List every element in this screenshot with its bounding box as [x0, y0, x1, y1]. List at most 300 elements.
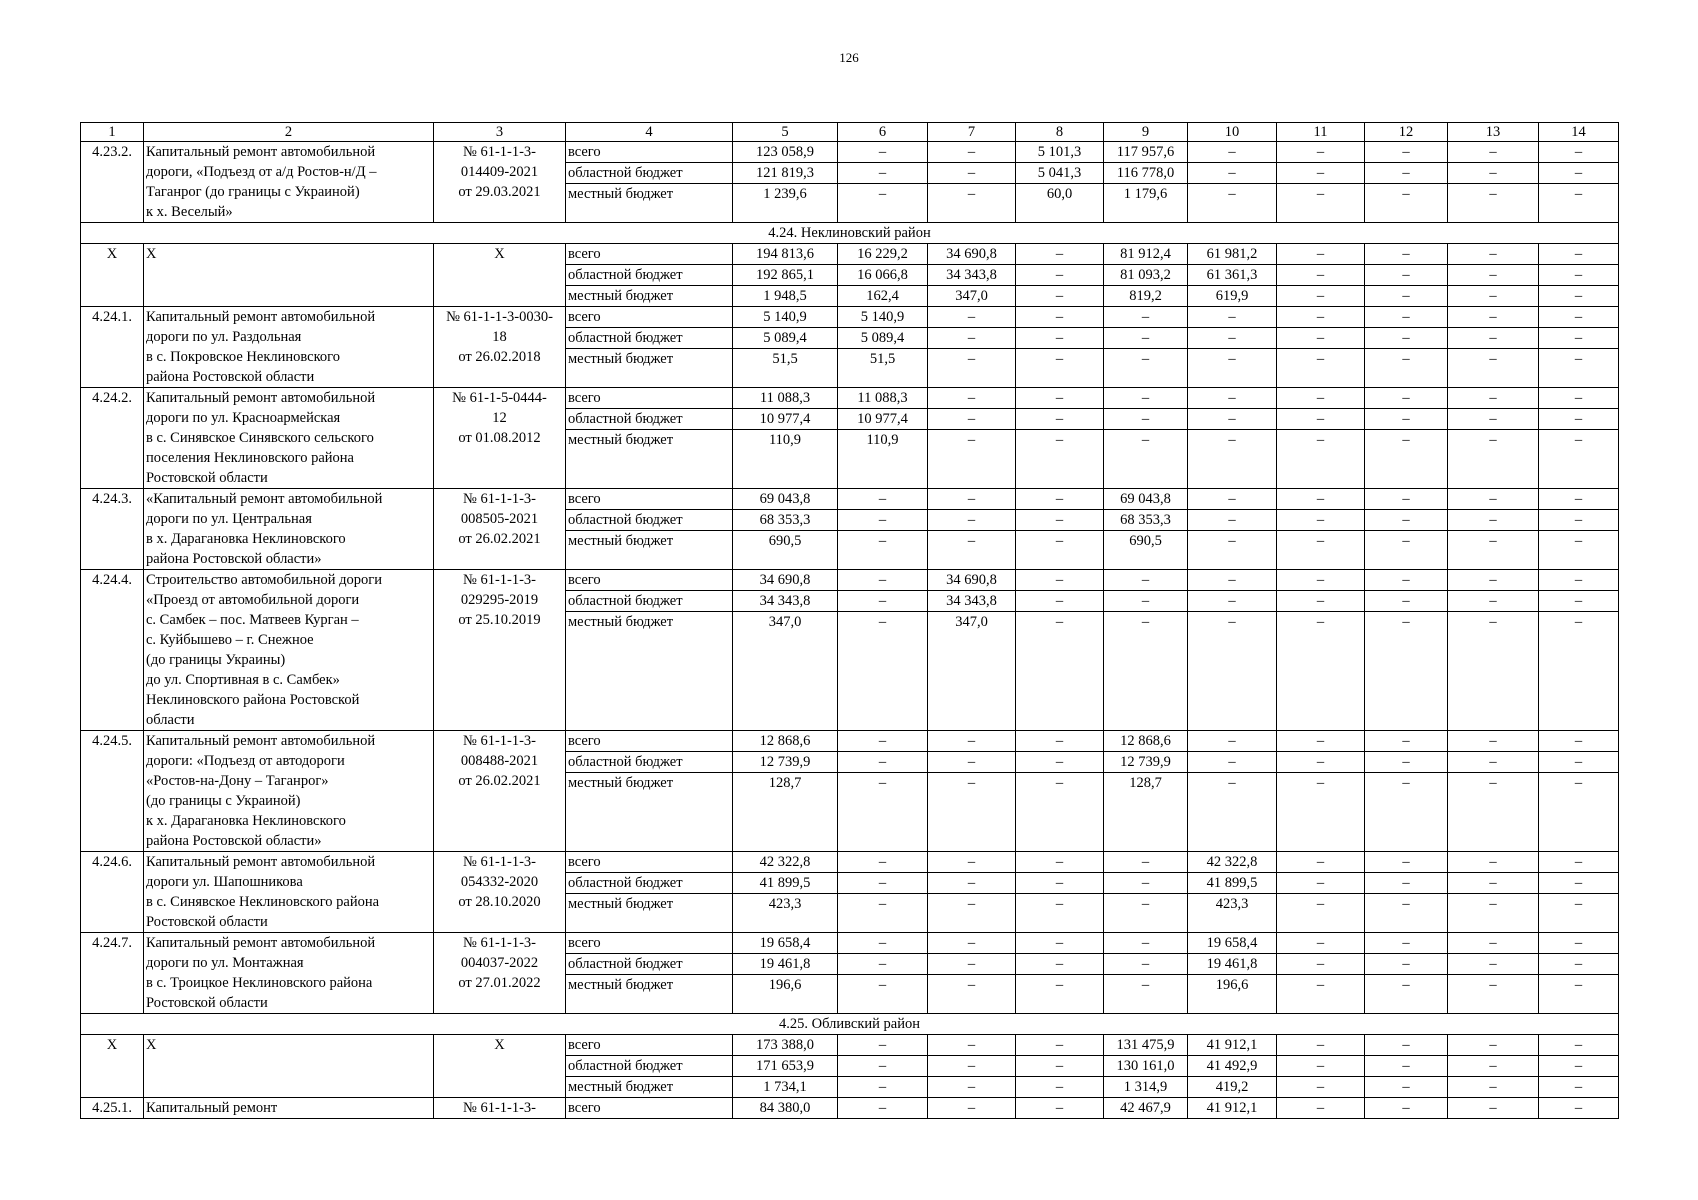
amount-cell: –: [1277, 1098, 1365, 1119]
budget-source-cell: областной бюджет: [566, 265, 733, 286]
amount-cell: 347,0: [733, 612, 838, 731]
amount-cell: –: [1448, 244, 1539, 265]
cell-line: до ул. Спортивная в с. Самбек»: [146, 672, 340, 688]
amount-cell: –: [1539, 349, 1619, 388]
column-header: 1: [81, 123, 144, 142]
amount-cell: 116 778,0: [1104, 163, 1188, 184]
budget-source-cell: местный бюджет: [566, 286, 733, 307]
amount-cell: –: [1277, 612, 1365, 731]
cell-line: [436, 912, 563, 932]
budget-source-cell: областной бюджет: [566, 1056, 733, 1077]
budget-table: [80, 122, 1619, 1119]
item-name-cell: [144, 731, 434, 852]
item-number-cell: [81, 307, 144, 388]
budget-source-cell: областной бюджет: [566, 409, 733, 430]
cell-line: 4.24.2.: [92, 390, 132, 406]
amount-cell: 347,0: [928, 286, 1016, 307]
cell-line: [83, 182, 141, 202]
item-name-cell: [144, 570, 434, 731]
budget-source-cell: всего: [566, 307, 733, 328]
amount-cell: –: [1365, 328, 1448, 349]
column-header: 5: [733, 123, 838, 142]
amount-cell: –: [1539, 184, 1619, 223]
budget-source-cell: всего: [566, 933, 733, 954]
column-header: 13: [1448, 123, 1539, 142]
amount-cell: –: [1448, 142, 1539, 163]
amount-cell: –: [1365, 409, 1448, 430]
amount-cell: 131 475,9: [1104, 1035, 1188, 1056]
amount-cell: –: [1277, 933, 1365, 954]
cell-line: Неклиновского района Ростовской: [146, 692, 360, 708]
cell-line: дороги, «Подъезд от а/д Ростов-н/Д –: [146, 164, 377, 180]
cell-line: от 26.02.2021: [458, 531, 541, 547]
amount-cell: –: [1104, 388, 1188, 409]
amount-cell: –: [1365, 1056, 1448, 1077]
amount-cell: 1 314,9: [1104, 1077, 1188, 1098]
cell-line: дороги по ул. Красноармейская: [146, 410, 341, 426]
amount-cell: 130 161,0: [1104, 1056, 1188, 1077]
amount-cell: 60,0: [1016, 184, 1104, 223]
amount-cell: –: [1448, 307, 1539, 328]
amount-cell: –: [928, 531, 1016, 570]
cell-line: Х: [146, 246, 157, 262]
amount-cell: –: [928, 142, 1016, 163]
cell-line: 008505-2021: [460, 511, 539, 527]
amount-cell: –: [1539, 430, 1619, 489]
amount-cell: –: [1539, 1098, 1619, 1119]
amount-cell: –: [1365, 752, 1448, 773]
cell-line: [436, 811, 563, 831]
amount-cell: –: [1277, 163, 1365, 184]
column-header: 7: [928, 123, 1016, 142]
amount-cell: –: [1539, 612, 1619, 731]
cell-line: (до границы Украины): [146, 652, 286, 668]
budget-source-cell: всего: [566, 142, 733, 163]
amount-cell: –: [1277, 773, 1365, 852]
table-row: [81, 142, 1619, 163]
cell-line: дороги ул. Шапошникова: [146, 874, 303, 890]
table-row: [81, 852, 1619, 873]
amount-cell: –: [1539, 570, 1619, 591]
amount-cell: –: [1539, 852, 1619, 873]
amount-cell: –: [1188, 184, 1277, 223]
amount-cell: –: [1016, 409, 1104, 430]
amount-cell: –: [1448, 349, 1539, 388]
amount-cell: –: [1277, 752, 1365, 773]
cell-line: [83, 408, 141, 428]
section-title: 4.25. Обливский район: [81, 1014, 1619, 1035]
amount-cell: –: [838, 752, 928, 773]
amount-cell: –: [1539, 752, 1619, 773]
amount-cell: –: [1277, 430, 1365, 489]
amount-cell: –: [1448, 852, 1539, 873]
amount-cell: 196,6: [1188, 975, 1277, 1014]
amount-cell: –: [1104, 894, 1188, 933]
amount-cell: –: [1277, 852, 1365, 873]
amount-cell: –: [838, 570, 928, 591]
amount-cell: –: [1539, 1035, 1619, 1056]
amount-cell: 81 912,4: [1104, 244, 1188, 265]
amount-cell: –: [1016, 954, 1104, 975]
amount-cell: –: [1188, 489, 1277, 510]
budget-source-cell: местный бюджет: [566, 1077, 733, 1098]
cell-line: № 61-1-1-3-0030-: [446, 309, 553, 325]
cell-line: [146, 1075, 431, 1095]
cell-line: 4.23.2.: [92, 144, 132, 160]
cell-line: [83, 831, 141, 851]
amount-cell: 19 658,4: [733, 933, 838, 954]
cell-line: 014409-2021: [460, 164, 539, 180]
cell-line: [436, 367, 563, 387]
item-name-cell: [144, 1035, 434, 1098]
amount-cell: 5 041,3: [1016, 163, 1104, 184]
amount-cell: –: [1277, 307, 1365, 328]
amount-cell: –: [1277, 489, 1365, 510]
cell-line: № 61-1-1-3-: [462, 935, 537, 951]
amount-cell: –: [1277, 328, 1365, 349]
cell-line: [83, 468, 141, 488]
cell-line: [83, 872, 141, 892]
amount-cell: –: [1365, 852, 1448, 873]
amount-cell: –: [838, 852, 928, 873]
cell-line: 004037-2022: [460, 955, 539, 971]
amount-cell: –: [928, 894, 1016, 933]
budget-source-cell: областной бюджет: [566, 954, 733, 975]
item-name-cell: [144, 1098, 434, 1119]
amount-cell: 42 322,8: [1188, 852, 1277, 873]
amount-cell: –: [1365, 184, 1448, 223]
amount-cell: –: [1104, 430, 1188, 489]
cell-line: в с. Покровское Неклиновского: [146, 349, 340, 365]
cell-line: Капитальный ремонт автомобильной: [146, 144, 376, 160]
amount-cell: –: [1539, 489, 1619, 510]
cell-line: поселения Неклиновского района: [146, 450, 354, 466]
amount-cell: –: [1365, 531, 1448, 570]
cell-line: дороги по ул. Центральная: [146, 511, 312, 527]
amount-cell: 194 813,6: [733, 244, 838, 265]
column-header: 9: [1104, 123, 1188, 142]
cell-line: [83, 953, 141, 973]
budget-source-cell: всего: [566, 570, 733, 591]
cell-line: 029295-2019: [460, 592, 539, 608]
amount-cell: –: [928, 852, 1016, 873]
cell-line: 4.25.1.: [92, 1100, 132, 1116]
amount-cell: –: [1277, 184, 1365, 223]
amount-cell: –: [1448, 612, 1539, 731]
document-number-cell: [434, 852, 566, 933]
amount-cell: –: [1539, 975, 1619, 1014]
amount-cell: –: [1365, 286, 1448, 307]
cell-line: [436, 791, 563, 811]
amount-cell: –: [1365, 388, 1448, 409]
cell-line: [146, 1055, 431, 1075]
amount-cell: –: [1104, 873, 1188, 894]
budget-source-cell: всего: [566, 489, 733, 510]
amount-cell: –: [928, 933, 1016, 954]
amount-cell: –: [1104, 307, 1188, 328]
budget-source-cell: местный бюджет: [566, 184, 733, 223]
document-number-cell: [434, 142, 566, 223]
budget-source-cell: областной бюджет: [566, 591, 733, 612]
amount-cell: –: [1448, 1098, 1539, 1119]
amount-cell: –: [1539, 244, 1619, 265]
cell-line: Капитальный ремонт автомобильной: [146, 733, 376, 749]
document-number-cell: [434, 731, 566, 852]
amount-cell: –: [1016, 510, 1104, 531]
amount-cell: –: [1104, 852, 1188, 873]
cell-line: [83, 811, 141, 831]
amount-cell: 34 690,8: [928, 244, 1016, 265]
cell-line: от 26.02.2018: [458, 349, 541, 365]
amount-cell: 51,5: [733, 349, 838, 388]
cell-line: [83, 264, 141, 284]
section-header-row: [81, 223, 1619, 244]
amount-cell: –: [1448, 933, 1539, 954]
amount-cell: –: [1188, 409, 1277, 430]
cell-line: [83, 791, 141, 811]
amount-cell: –: [928, 752, 1016, 773]
amount-cell: 42 467,9: [1104, 1098, 1188, 1119]
amount-cell: –: [928, 873, 1016, 894]
amount-cell: –: [838, 531, 928, 570]
table-row: [81, 244, 1619, 265]
amount-cell: –: [928, 163, 1016, 184]
amount-cell: –: [1365, 1077, 1448, 1098]
item-number-cell: [81, 731, 144, 852]
amount-cell: 68 353,3: [1104, 510, 1188, 531]
amount-cell: –: [1365, 307, 1448, 328]
amount-cell: –: [1016, 852, 1104, 873]
amount-cell: 423,3: [1188, 894, 1277, 933]
cell-line: № 61-1-1-3-: [462, 733, 537, 749]
cell-line: [436, 630, 563, 650]
amount-cell: 81 093,2: [1104, 265, 1188, 286]
cell-line: от 01.08.2012: [458, 430, 541, 446]
cell-line: в с. Синявское Неклиновского района: [146, 894, 380, 910]
amount-cell: –: [1539, 307, 1619, 328]
amount-cell: –: [1016, 894, 1104, 933]
amount-cell: 12 868,6: [1104, 731, 1188, 752]
amount-cell: –: [838, 591, 928, 612]
amount-cell: –: [1448, 328, 1539, 349]
amount-cell: 34 343,8: [928, 591, 1016, 612]
budget-source-cell: местный бюджет: [566, 531, 733, 570]
amount-cell: –: [928, 307, 1016, 328]
cell-line: [83, 590, 141, 610]
amount-cell: –: [1365, 612, 1448, 731]
item-number-cell: [81, 1098, 144, 1119]
budget-source-cell: всего: [566, 1035, 733, 1056]
amount-cell: 42 322,8: [733, 852, 838, 873]
cell-line: «Ростов-на-Дону – Таганрог»: [146, 773, 329, 789]
table-body: [81, 123, 1619, 1119]
cell-line: [436, 549, 563, 569]
cell-line: № 61-1-1-3-: [462, 144, 537, 160]
amount-cell: –: [1016, 1098, 1104, 1119]
amount-cell: –: [1277, 1035, 1365, 1056]
table-row: [81, 489, 1619, 510]
amount-cell: –: [1365, 430, 1448, 489]
amount-cell: –: [1104, 591, 1188, 612]
cell-line: 4.24.5.: [92, 733, 132, 749]
amount-cell: –: [1539, 328, 1619, 349]
amount-cell: –: [1539, 409, 1619, 430]
cell-line: Капитальный ремонт автомобильной: [146, 309, 376, 325]
table-row: [81, 1098, 1619, 1119]
amount-cell: –: [1104, 349, 1188, 388]
cell-line: [83, 327, 141, 347]
amount-cell: –: [1016, 489, 1104, 510]
amount-cell: –: [1448, 894, 1539, 933]
cell-line: [83, 549, 141, 569]
amount-cell: –: [928, 388, 1016, 409]
amount-cell: 41 912,1: [1188, 1098, 1277, 1119]
amount-cell: –: [838, 954, 928, 975]
amount-cell: 16 229,2: [838, 244, 928, 265]
amount-cell: –: [1365, 1098, 1448, 1119]
amount-cell: –: [1277, 265, 1365, 286]
cell-line: [436, 284, 563, 304]
item-name-cell: [144, 933, 434, 1014]
cell-line: в х. Дарагановка Неклиновского: [146, 531, 346, 547]
amount-cell: 69 043,8: [1104, 489, 1188, 510]
amount-cell: –: [1448, 265, 1539, 286]
cell-line: [83, 892, 141, 912]
budget-source-cell: местный бюджет: [566, 975, 733, 1014]
amount-cell: 10 977,4: [838, 409, 928, 430]
amount-cell: –: [1448, 591, 1539, 612]
item-name-cell: [144, 388, 434, 489]
amount-cell: 117 957,6: [1104, 142, 1188, 163]
cell-line: Капитальный ремонт: [146, 1100, 278, 1116]
item-number-cell: [81, 489, 144, 570]
cell-line: Х: [494, 1037, 505, 1053]
cell-line: 008488-2021: [460, 753, 539, 769]
amount-cell: –: [838, 163, 928, 184]
item-name-cell: [144, 244, 434, 307]
cell-line: Строительство автомобильной дороги: [146, 572, 382, 588]
cell-line: с. Куйбышево – г. Снежное: [146, 632, 314, 648]
amount-cell: –: [1188, 752, 1277, 773]
amount-cell: –: [1104, 328, 1188, 349]
amount-cell: –: [1448, 873, 1539, 894]
amount-cell: –: [1365, 894, 1448, 933]
amount-cell: 1 948,5: [733, 286, 838, 307]
amount-cell: 19 658,4: [1188, 933, 1277, 954]
column-header: 10: [1188, 123, 1277, 142]
amount-cell: –: [1277, 510, 1365, 531]
amount-cell: –: [838, 975, 928, 1014]
amount-cell: –: [1277, 954, 1365, 975]
amount-cell: –: [1188, 142, 1277, 163]
amount-cell: –: [928, 954, 1016, 975]
amount-cell: –: [928, 184, 1016, 223]
amount-cell: –: [1448, 430, 1539, 489]
cell-line: [83, 428, 141, 448]
amount-cell: –: [1016, 873, 1104, 894]
amount-cell: 121 819,3: [733, 163, 838, 184]
amount-cell: –: [1539, 510, 1619, 531]
amount-cell: 41 912,1: [1188, 1035, 1277, 1056]
amount-cell: –: [928, 773, 1016, 852]
cell-line: [83, 710, 141, 730]
cell-line: [83, 912, 141, 932]
amount-cell: 110,9: [838, 430, 928, 489]
amount-cell: –: [1365, 873, 1448, 894]
amount-cell: –: [928, 328, 1016, 349]
cell-line: [83, 202, 141, 222]
amount-cell: –: [1365, 510, 1448, 531]
amount-cell: –: [1016, 328, 1104, 349]
amount-cell: 123 058,9: [733, 142, 838, 163]
budget-source-cell: местный бюджет: [566, 612, 733, 731]
amount-cell: –: [1277, 975, 1365, 1014]
amount-cell: –: [1365, 975, 1448, 1014]
document-number-cell: [434, 388, 566, 489]
amount-cell: –: [1104, 409, 1188, 430]
amount-cell: –: [1277, 286, 1365, 307]
budget-source-cell: местный бюджет: [566, 894, 733, 933]
amount-cell: –: [1277, 388, 1365, 409]
cell-line: 4.24.7.: [92, 935, 132, 951]
amount-cell: –: [1104, 933, 1188, 954]
cell-line: области: [146, 712, 195, 728]
column-header-row: [81, 123, 1619, 142]
document-number-cell: [434, 1098, 566, 1119]
cell-line: от 27.01.2022: [458, 975, 541, 991]
amount-cell: –: [838, 510, 928, 531]
cell-line: [83, 670, 141, 690]
amount-cell: –: [1016, 1077, 1104, 1098]
amount-cell: 196,6: [733, 975, 838, 1014]
amount-cell: –: [1277, 349, 1365, 388]
cell-line: 054332-2020: [460, 874, 539, 890]
amount-cell: –: [928, 510, 1016, 531]
section-title: 4.24. Неклиновский район: [81, 223, 1619, 244]
cell-line: дороги по ул. Монтажная: [146, 955, 304, 971]
budget-source-cell: всего: [566, 852, 733, 873]
amount-cell: –: [1277, 873, 1365, 894]
amount-cell: 41 899,5: [733, 873, 838, 894]
cell-line: [436, 831, 563, 851]
amount-cell: –: [1277, 1056, 1365, 1077]
budget-source-cell: областной бюджет: [566, 752, 733, 773]
cell-line: от 25.10.2019: [458, 612, 541, 628]
amount-cell: 5 089,4: [733, 328, 838, 349]
item-number-cell: [81, 142, 144, 223]
amount-cell: –: [1365, 244, 1448, 265]
cell-line: [83, 751, 141, 771]
amount-cell: –: [1016, 244, 1104, 265]
amount-cell: –: [1365, 489, 1448, 510]
amount-cell: 5 140,9: [733, 307, 838, 328]
amount-cell: –: [1277, 142, 1365, 163]
amount-cell: 51,5: [838, 349, 928, 388]
amount-cell: 69 043,8: [733, 489, 838, 510]
cell-line: [436, 448, 563, 468]
cell-line: № 61-1-1-3-: [462, 572, 537, 588]
cell-line: «Проезд от автомобильной дороги: [146, 592, 360, 608]
amount-cell: 11 088,3: [733, 388, 838, 409]
amount-cell: –: [928, 349, 1016, 388]
budget-source-cell: всего: [566, 1098, 733, 1119]
amount-cell: –: [1188, 591, 1277, 612]
document-number-cell: [434, 570, 566, 731]
amount-cell: –: [1188, 531, 1277, 570]
cell-line: Таганрог (до границы с Украиной): [146, 184, 360, 200]
amount-cell: 16 066,8: [838, 265, 928, 286]
cell-line: 4.24.1.: [92, 309, 132, 325]
